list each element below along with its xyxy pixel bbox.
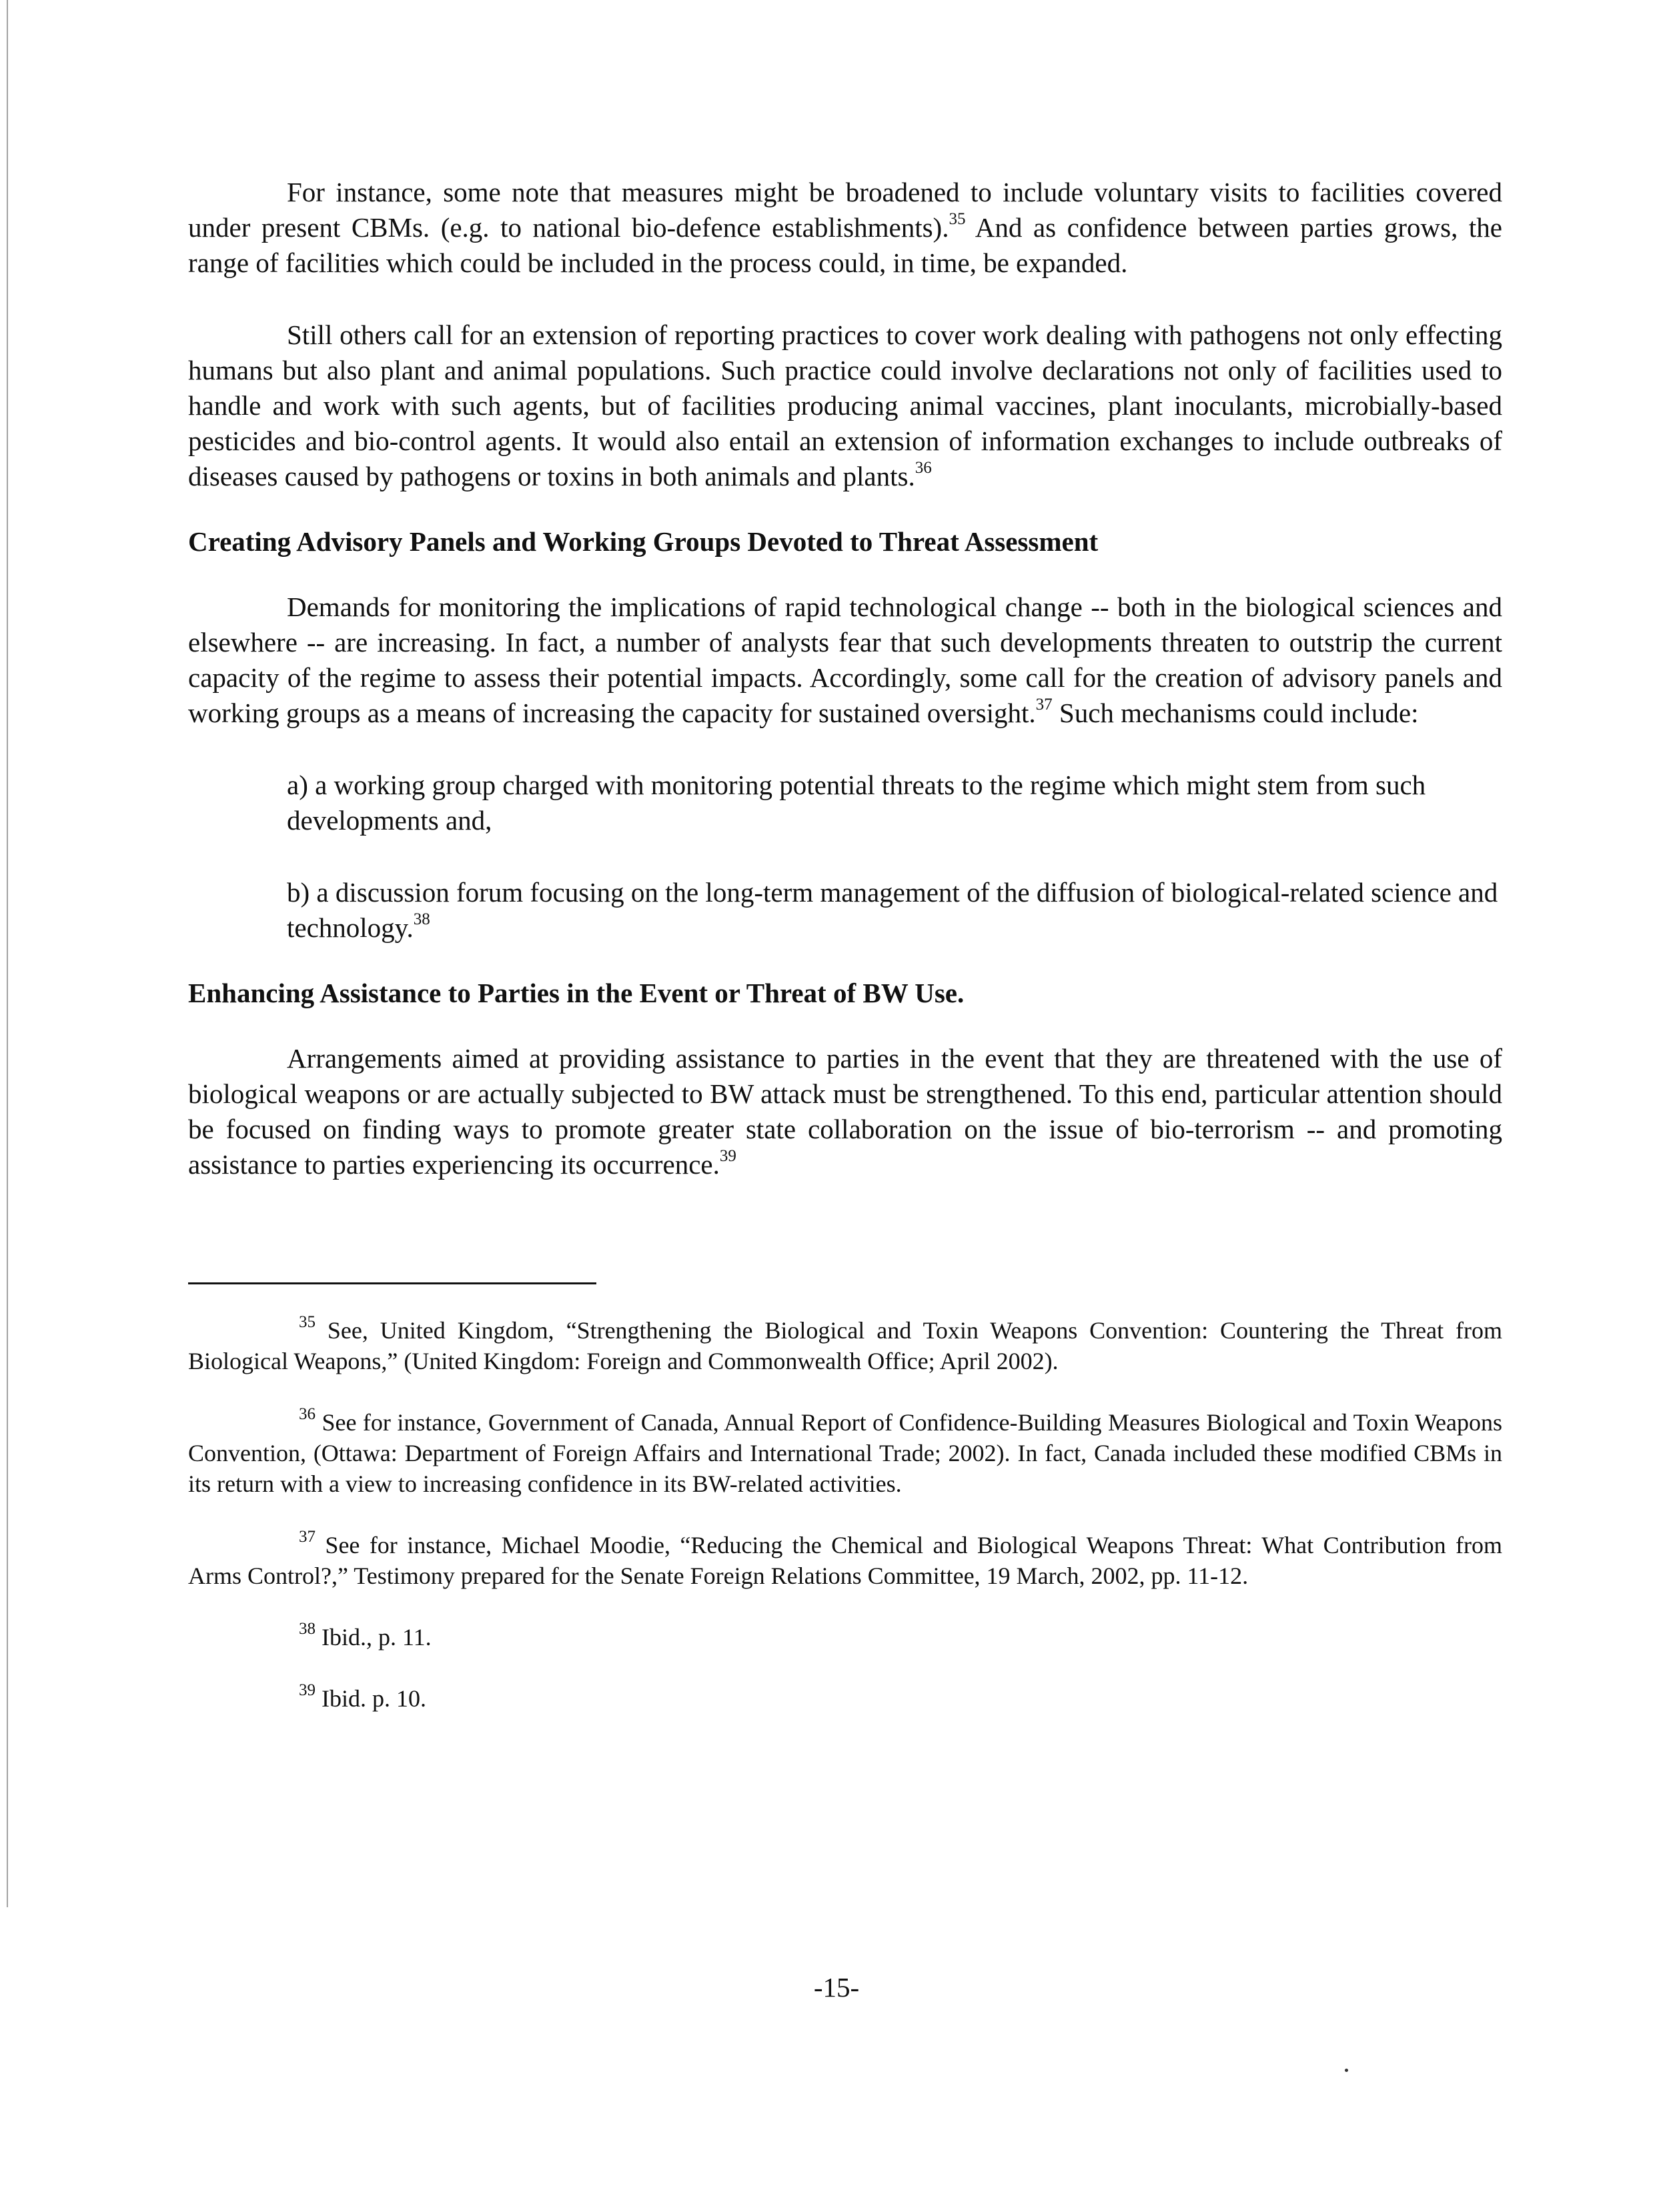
paragraph-voluntary-visits: For instance, some note that measures might be broadened to include voluntary visits to facilities covered under present CBMs. (e.g. to national bio-defence establishments).$^{35}$ And as confidence between parties grows, the range of facilities which could be included in the process could, in time, be expanded.: [188, 177, 1502, 278]
footnote-ref-37[interactable]: 37: [1035, 696, 1053, 714]
footnote-ref-39[interactable]: 39: [719, 1147, 736, 1166]
footnote-separator: [188, 1282, 596, 1284]
footnote-39: $^{39}$ Ibid. p. 10.: [299, 1681, 426, 1712]
footnote-ref-36[interactable]: 36: [915, 459, 932, 477]
paragraph-monitoring-demands: Demands for monitoring the implications of rapid technological change -- both in the biological sciences and elsewhere -- are increasing. In fact, a number of analysts fear that such developments threaten to outstrip the current capacity of the regime to assess their potential impacts. Accordingly, some call for the creation of advisory panels and working groups as a means of increasing the capacity for sustained oversight.$^{37}$ Such mechanisms could include:: [188, 592, 1502, 728]
section-heading-enhancing-assistance: Enhancing Assistance to Parties in the Event or Threat of BW Use.: [188, 978, 965, 1008]
footnote-36: $^{36}$ See for instance, Government of Canada, Annual Report of Confidence-Building Measures Biological and Toxin Weapons Convention, (Ottawa: Department of Foreign Affairs and International Trade; 2002). In fact, Canada included these modified CBMs in its return with a view to increasing confidence in its BW-related activities.: [188, 1405, 1502, 1497]
footnote-37: $^{37}$ See for instance, Michael Moodie, “Reducing the Chemical and Biological Weapons Threat: What Contribution from Arms Control?,” Testimony prepared for the Senate Foreign Relations Committee, 19 March, 2002, pp. 11-12.: [188, 1528, 1502, 1589]
footnote-number: 39: [299, 1681, 316, 1699]
page-number: -15-: [813, 1972, 860, 2003]
list-item-a: a) a working group charged with monitoring potential threats to the regime which might stem from such developments and,: [287, 770, 1426, 836]
scan-margin-line: [7, 0, 8, 1907]
scan-speck: [1345, 2069, 1348, 2072]
page-content: [188, 175, 1502, 1714]
section-heading-advisory-panels: Creating Advisory Panels and Working Groups Devoted to Threat Assessment: [188, 526, 1099, 557]
paragraph-arrangements: Arrangements aimed at providing assistance to parties in the event that they are threatened with the use of biological weapons or are actually subjected to BW attack must be strengthened. To this end, particular attention should be focused on finding ways to promote greater state collaboration on the issue of bio-terrorism -- and promoting assistance to parties experiencing its occurrence.$^{39}$: [188, 1043, 1502, 1180]
footnote-38: $^{38}$ Ibid., p. 11.: [299, 1620, 432, 1650]
list-item-b: b) a discussion forum focusing on the long-term management of the diffusion of biological-related science and technology.$^{38}$: [287, 877, 1498, 943]
footnote-number: 38: [299, 1620, 316, 1638]
footnote-number: 35: [299, 1313, 316, 1331]
footnote-ref-35[interactable]: 35: [949, 210, 966, 229]
footnote-ref-38[interactable]: 38: [413, 910, 430, 929]
footnote-number: 36: [299, 1405, 316, 1423]
paragraph-reporting-practices: Still others call for an extension of reporting practices to cover work dealing with pathogens not only effecting humans but also plant and animal populations. Such practice could involve declarations not only of facilities used to handle and work with such agents, but of facilities producing animal vaccines, plant inoculants, microbially-based pesticides and bio-control agents. It would also entail an extension of information exchanges to include outbreaks of diseases caused by pathogens or toxins in both animals and plants.$^{36}$: [188, 319, 1502, 491]
footnote-35: $^{35}$ See, United Kingdom, “Strengthening the Biological and Toxin Weapons Convention: Countering the Threat from Biological Weapons,” (United Kingdom: Foreign and Commonwealth Office; April 2002).: [188, 1313, 1502, 1374]
footnote-number: 37: [299, 1528, 316, 1546]
